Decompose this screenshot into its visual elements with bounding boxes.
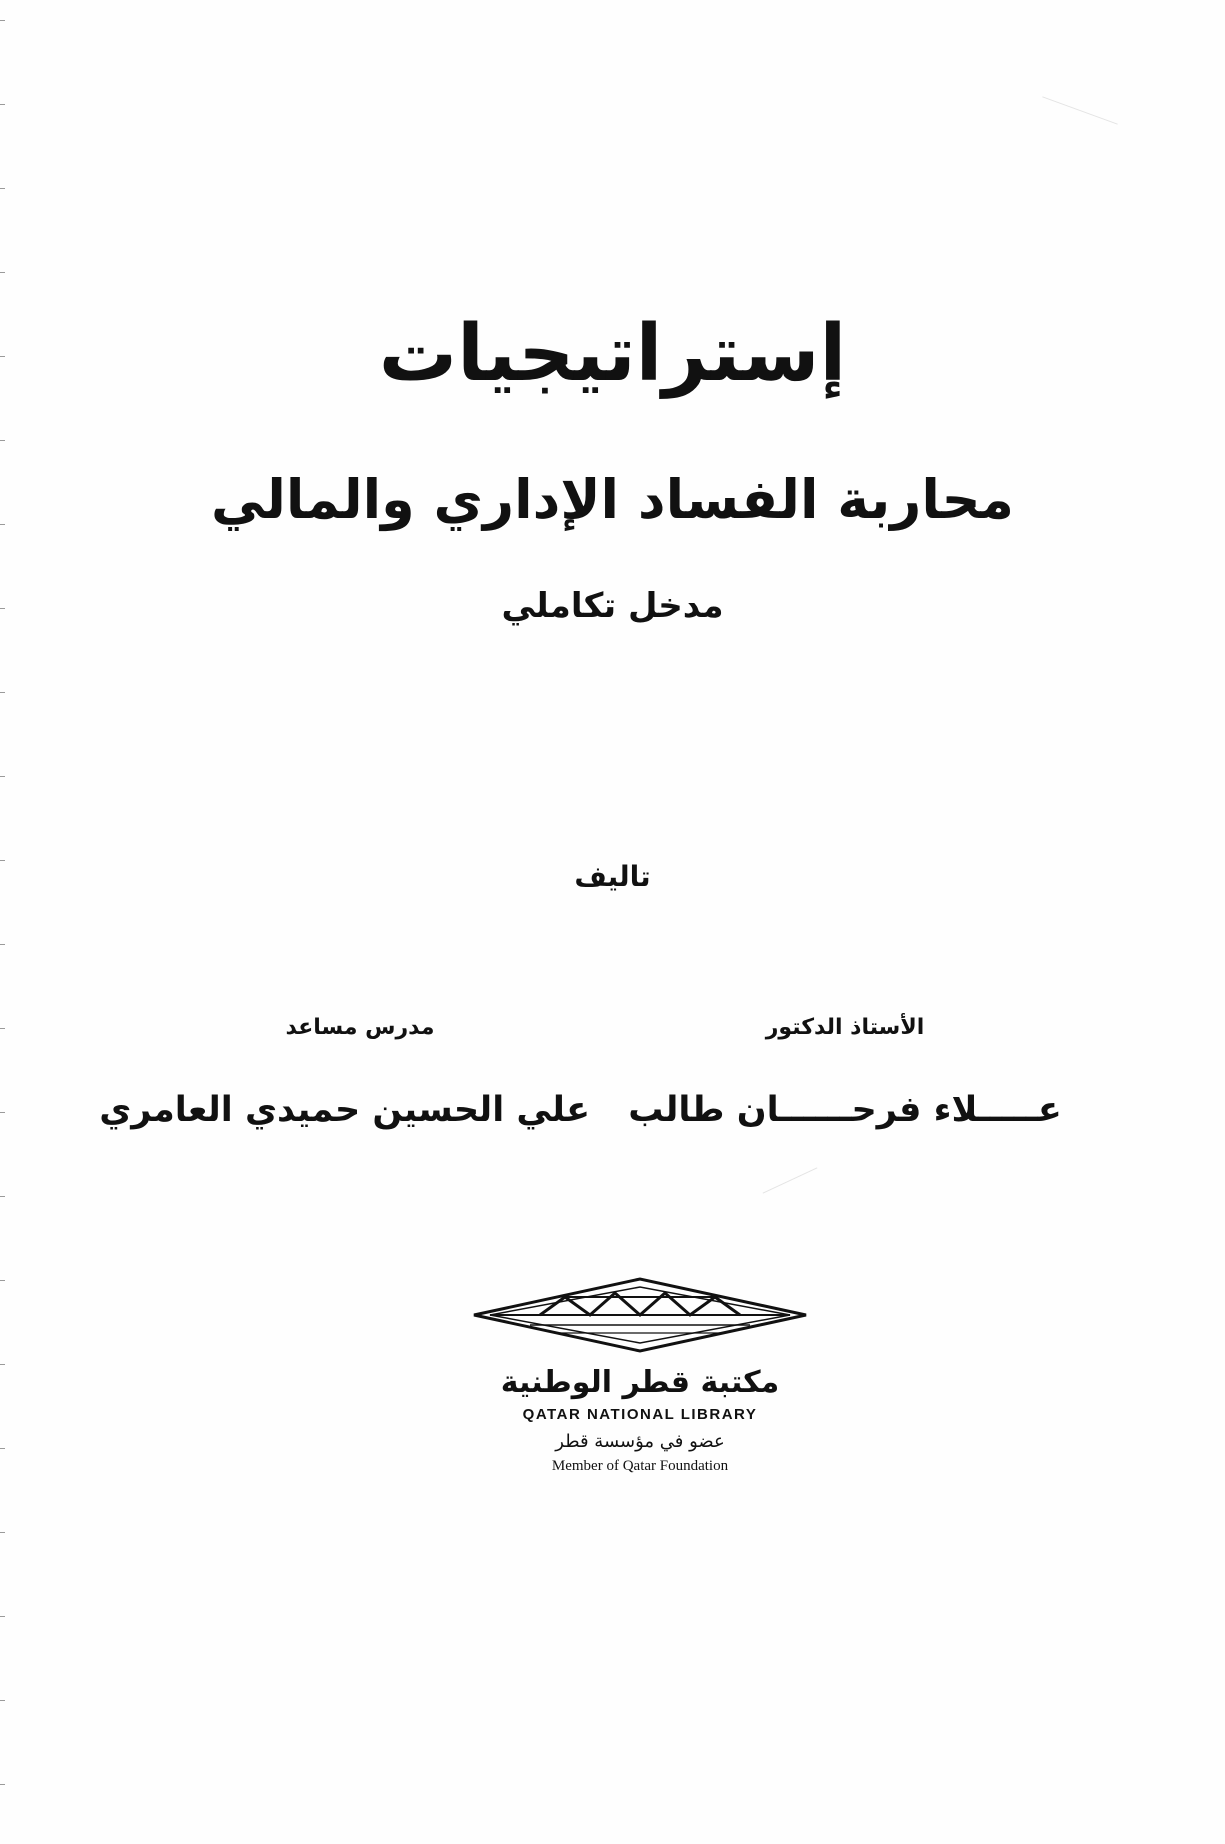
library-logo-icon [470,1275,810,1355]
scan-edge-marks [0,0,6,1844]
scan-edge-tick [0,188,5,189]
scan-edge-tick [0,20,5,21]
scan-edge-tick [0,1112,5,1113]
library-name-arabic: مكتبة قطر الوطنية [500,1365,780,1400]
library-name-english: QATAR NATIONAL LIBRARY [522,1406,758,1423]
scan-edge-tick [0,1196,5,1197]
scan-edge-tick [0,944,5,945]
authored-by-label: تاليف [574,860,651,893]
author-primary [615,1015,1075,1130]
scan-edge-tick [0,1364,5,1365]
scan-edge-tick [0,1280,5,1281]
library-stamp [460,1275,820,1475]
library-member-arabic: عضو في مؤسسة قطر [555,1431,725,1452]
author-name: علي الحسين حميدي العامري [99,1090,590,1130]
book-subtitle: محاربة الفساد الإداري والمالي [211,468,1014,531]
scan-edge-tick [0,1784,5,1785]
scan-smudge [1042,96,1118,124]
scan-edge-tick [0,104,5,105]
scan-edge-tick [0,1700,5,1701]
book-title: إستراتيجيات [378,309,847,399]
scan-edge-tick [0,440,5,441]
scan-edge-tick [0,1448,5,1449]
book-subtitle-approach: مدخل تكاملي [501,586,724,626]
scan-edge-tick [0,1532,5,1533]
author-secondary [99,1015,590,1130]
library-member-english: Member of Qatar Foundation [551,1458,729,1474]
author-academic-title: الأستاذ الدكتور [765,1015,925,1040]
scan-edge-tick [0,1028,5,1029]
author-academic-title: مدرس مساعد [285,1015,435,1040]
scan-edge-tick [0,1616,5,1617]
scan-smudge [763,1167,818,1193]
author-name: عـــــلاء فرحــــــان طالب [628,1090,1062,1130]
scan-edge-tick [0,272,5,273]
scan-edge-tick [0,776,5,777]
scan-edge-tick [0,692,5,693]
